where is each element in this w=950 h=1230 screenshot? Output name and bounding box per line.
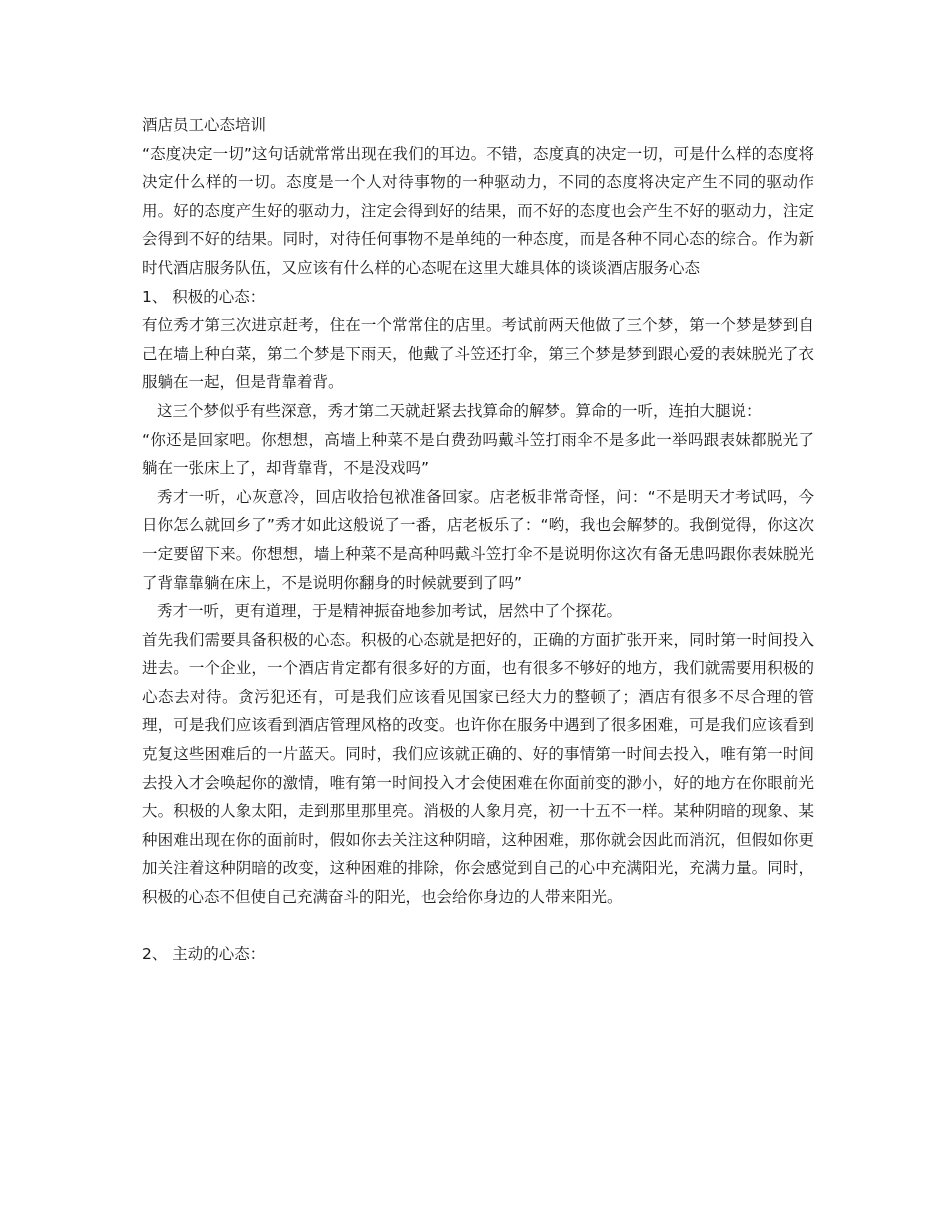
paragraph-spacer: [142, 912, 814, 941]
section-2-heading: 2、 主动的心态：: [142, 945, 266, 964]
story-paragraph-1: 有位秀才第三次进京赶考，住在一个常常住的店里。考试前两天他做了三个梦，第一个梦是梦到自己在墙上种白菜，第二个梦是下雨天，他戴了斗笠还打伞，第三个梦是梦到跟心爱的表妹脱光了衣服躺在一起，但是背靠着背。: [142, 316, 814, 392]
story-paragraph-5: 秀才一听，更有道理，于是精神振奋地参加考试，居然中了个探花。: [157, 602, 623, 621]
story-paragraph-2: 这三个梦似乎有些深意，秀才第二天就赶紧去找算命的解梦。算命的一听，连拍大腿说：: [157, 401, 762, 420]
story-paragraph-4: 秀才一听，心灰意冷，回店收拾包袱准备回家。店老板非常奇怪，问：“不是明天才考试吗，今日你怎么就回乡了”秀才如此这般说了一番，店老板乐了：“哟，我也会解梦的。我倒觉得，你这次一定要留下来。你想想，墙上种菜不是高种吗戴斗笠打伞不是说明你这次有备无患吗跟你表妹脱光了背靠靠躺在床上，不是说明你翻身的时候就要到了吗”: [142, 487, 814, 592]
document-body: [142, 111, 814, 969]
story-paragraph-3: “你还是回家吧。你想想，高墙上种菜不是白费劲吗戴斗笠打雨伞不是多此一举吗跟表妹都脱光了躺在一张床上了，却背靠背，不是没戏吗”: [142, 430, 814, 478]
section-1-heading: 1、 积极的心态：: [142, 287, 266, 306]
intro-paragraph: “态度决定一切”这句话就常常出现在我们的耳边。不错，态度真的决定一切，可是什么样的态度将决定什么样的一切。态度是一个人对待事物的一种驱动力，不同的态度将决定产生不同的驱动作用。好的态度产生好的驱动力，注定会得到好的结果，而不好的态度也会产生不好的驱动力，注定会得到不好的结果。同时，对待任何事物不是单纯的一种态度，而是各种不同心态的综合。作为新时代酒店服务队伍，又应该有什么样的心态呢在这里大雄具体的谈谈酒店服务心态: [142, 144, 814, 277]
document-title: 酒店员工心态培训: [142, 116, 267, 134]
section-1-body: 首先我们需要具备积极的心态。积极的心态就是把好的，正确的方面扩张开来，同时第一时间投入进去。一个企业，一个酒店肯定都有很多好的方面，也有很多不够好的地方，我们就需要用积极的心态去对待。贪污犯还有，可是我们应该看见国家已经大力的整顿了；酒店有很多不尽合理的管理，可是我们应该看到酒店管理风格的改变。也许你在服务中遇到了很多困难，可是我们应该看到克复这些困难后的一片蓝天。同时，我们应该就正确的、好的事情第一时间去投入，唯有第一时间去投入才会唤起你的激情，唯有第一时间投入才会使困难在你面前变的渺小，好的地方在你眼前光大。积极的人象太阳，走到那里那里亮。消极的人象月亮，初一十五不一样。某种阴暗的现象、某种困难出现在你的面前时，假如你去关注这种阴暗，这种困难，那你就会因此而消沉，但假如你更加关注着这种阴暗的改变，这种困难的排除，你会感觉到自己的心中充满阳光，充满力量。同时，积极的心态不但使自己充满奋斗的阳光，也会给你身边的人带来阳光。: [142, 630, 814, 907]
